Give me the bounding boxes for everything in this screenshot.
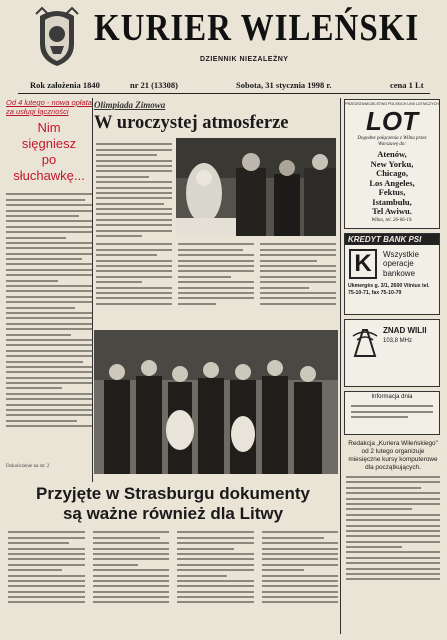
group-photo [94,330,338,474]
article-body-text [6,190,92,460]
issue-date: Sobota, 31 stycznia 1998 r. [236,80,332,90]
bank-name: KREDYT BANK PSI [345,234,439,245]
radio-name: ZNAD WILII [383,326,427,335]
left-column [6,98,92,482]
info-box-title: Informacja dnia [371,394,413,400]
red-headline-line: Nim [37,120,61,135]
bank-k-logo-icon: K [349,249,377,279]
red-headline-line: słuchawkę... [13,168,85,183]
lot-ad-address: Wilno, tel. 26-06-19. [371,217,413,223]
main-headline: W uroczystej atmosferze [94,113,289,133]
bottom-article-text [8,528,338,634]
article-text-lower [96,240,336,328]
price: cena 1 Lt [390,80,424,90]
lot-city: Los Angeles, [369,177,415,188]
founded-year: Rok założenia 1840 [30,80,100,90]
lot-airline-ad [344,99,440,229]
newspaper-subtitle: DZIENNIK NIEZALEŻNY [200,56,289,63]
secondary-headline-line: Przyjęte w Strasburgu dokumenty [36,484,310,503]
lot-city: Tel Awiwu. [372,206,412,216]
info-box [344,391,440,435]
bank-slogan: operacje [383,259,414,269]
radio-frequency: 103,8 MHz [383,338,413,344]
radio-logo-icon [351,326,379,360]
article-text-column [96,140,172,240]
red-headline-line: po [41,152,57,167]
lot-ad-subtitle: Dogodne połączenia z Wilna przez Warszawę do: [357,136,427,147]
newspaper-title: KURIER WILEŃSKI [94,8,420,50]
red-headline [6,120,92,184]
coat-of-arms-logo [32,6,82,70]
issue-info-bar [18,80,430,94]
lot-city: New Yorku, [370,158,414,169]
red-headline-line: sięgniesz [21,136,77,151]
bank-slogan: Wszystkie [383,249,419,259]
announcement-text: Redakcja „Kuriera Wileńskiego” od 2 lutego organizuje miesięczne kursy komputerowe dla początkujących. [348,440,438,471]
ceremony-photo-top [176,138,336,236]
lot-city-list [345,150,439,217]
kredyt-bank-ad [344,233,440,315]
lot-city: Chicago, [376,168,408,178]
secondary-headline [8,484,338,524]
continued-note: Dokończenie na str. 2 [6,464,50,469]
lot-city: Atenów, [377,149,407,159]
issue-number: nr 21 (13308) [130,80,179,90]
article-kicker: Olimpiada Zimowa [94,100,166,110]
bank-address: Ukmergės g. 3/1, 2600 Vilnius tel. 75-10-71, fax 75-10-79 [348,283,430,296]
lot-ad-header: PRZEDSTAWICIELSTWO POLSKICH LINII LOTNICZYCH [345,102,439,106]
teaser-headline: Od 4 lutego - nowa opłata za usługi łączności [6,98,92,116]
radio-znad-wilii-ad [344,319,440,387]
bank-slogan: bankowe [383,268,416,278]
course-announcement [346,440,440,636]
lot-city: Fektus, [378,187,406,197]
lot-city: Istambułu, [372,196,412,207]
lot-logo: LOT [366,106,418,136]
secondary-headline-line: są ważne również dla Litwy [62,504,284,523]
